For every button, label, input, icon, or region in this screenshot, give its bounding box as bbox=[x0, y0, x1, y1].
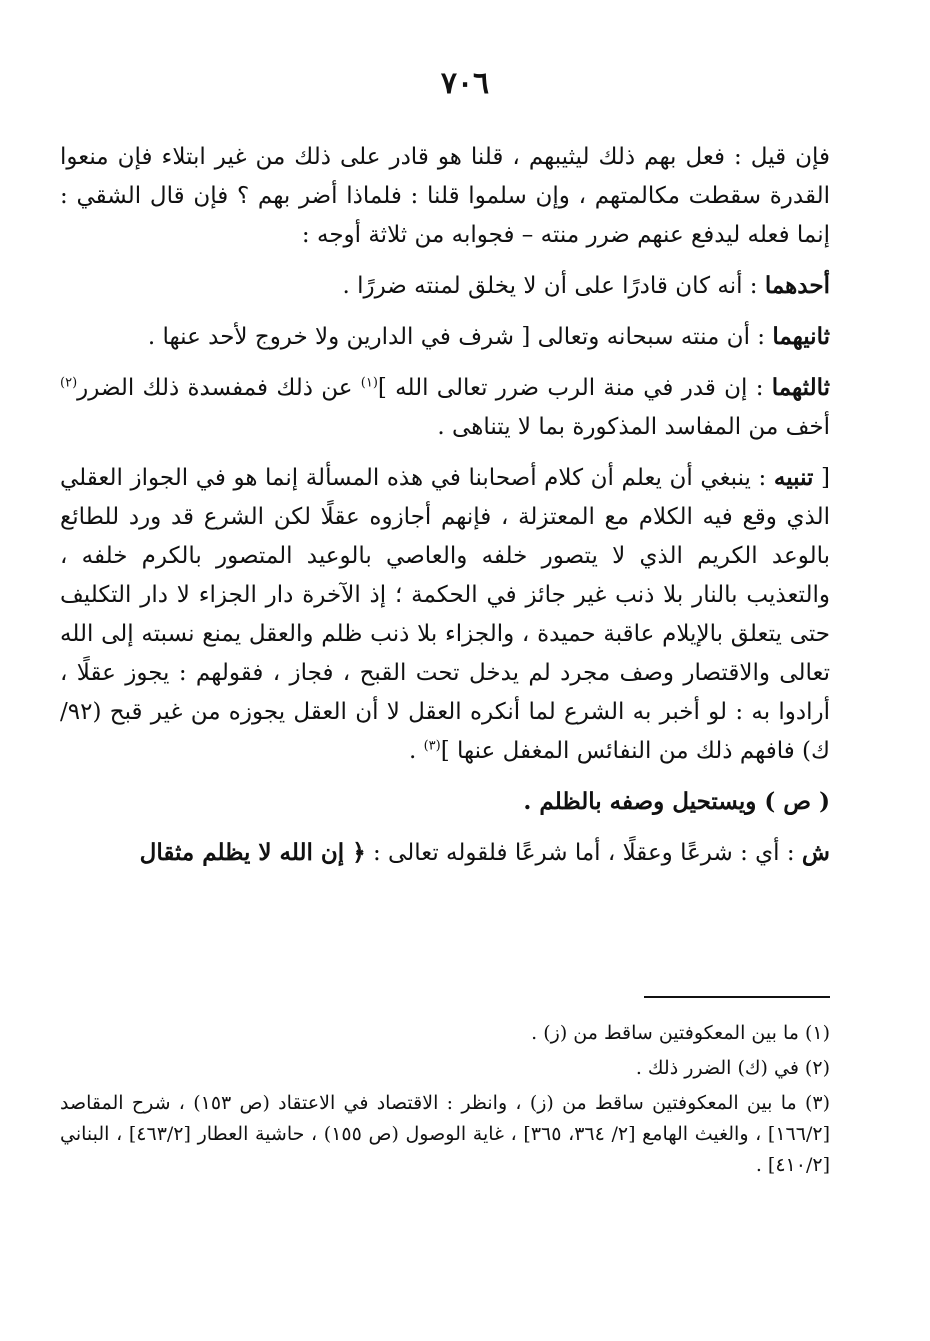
paragraph-text: : أي : شرعًا وعقلًا ، أما شرعًا فلقوله تعالى : bbox=[365, 840, 802, 866]
paragraph-end: . bbox=[408, 738, 424, 764]
bracket-open: [ bbox=[813, 465, 830, 491]
quran-quote: ﴿ إن الله لا يظلم مثقال bbox=[139, 839, 366, 866]
page-number: ٧٠٦ bbox=[440, 66, 490, 101]
footnote-ref-2: (٢) bbox=[60, 375, 78, 391]
footnote-divider bbox=[644, 996, 830, 998]
main-text bbox=[60, 138, 830, 884]
paragraph-objection bbox=[60, 138, 830, 255]
paragraph-text: أخف من المفاسد المذكورة بما لا يتناهى . bbox=[437, 414, 830, 440]
paragraph-label: ثانيهما bbox=[772, 323, 830, 350]
paragraph-label: ش bbox=[801, 839, 830, 866]
footnotes bbox=[60, 1018, 830, 1185]
footnote-3: (٣) ما بين المعكوفتين ساقط من (ز) ، وانظر : الاقتصاد في الاعتقاد (ص ١٥٣) ، شرح المقاصد [١٦٦/٢] ، والغيث الهامع [٢/ ٣٦٤، ٣٦٥] ، غاية الوصول (ص ١٥٥) ، حاشية العطار [٤٦٣/٢] ، البناني [٤١٠/٢] . bbox=[60, 1092, 830, 1176]
paragraph-text: ( ص ) ويستحيل وصفه بالظلم . bbox=[523, 788, 830, 815]
paragraph-note bbox=[60, 458, 830, 771]
paragraph-label: تنبيه bbox=[773, 464, 814, 491]
paragraph-text: : أن منته سبحانه وتعالى [ شرف في الدارين ولا خروج لأحد عنها . bbox=[147, 324, 773, 350]
paragraph-text: : أنه كان قادرًا على أن لا يخلق لمنته ضررًا . bbox=[342, 273, 765, 299]
paragraph-second-answer bbox=[60, 317, 830, 357]
paragraph-label: أحدهما bbox=[764, 272, 830, 299]
footnote-2: (٢) في (ك) الضرر ذلك . bbox=[635, 1057, 830, 1079]
paragraph-label: ثالثهما bbox=[771, 374, 831, 401]
paragraph-text: : إن قدر في منة الرب ضرر تعالى الله ] bbox=[377, 375, 772, 401]
paragraph-text: فإن قيل : فعل بهم ذلك ليثيبهم ، قلنا هو قادر على ذلك من غير ابتلاء فإن منعوا القدرة سقطت مكالمتهم ، وإن سلموا قلنا : فلماذا أضر بهم ؟ فإن قال الشقي : إنما فعله ليدفع عنهم ضرر منته – فجوابه من ثلاثة أوجه : bbox=[60, 144, 830, 248]
paragraph-first-answer bbox=[60, 266, 830, 306]
paragraph-text: عن ذلك فمفسدة ذلك الضرر bbox=[77, 375, 361, 401]
footnote-ref-1: (١) bbox=[360, 375, 378, 391]
paragraph-third-answer bbox=[60, 368, 830, 447]
paragraph-text: : ينبغي أن يعلم أن كلام أصحابنا في هذه المسألة إنما هو في الجواز العقلي الذي وقع فيه الكلام مع المعتزلة ، فإنهم أجازوه عقلًا لكن الشرع قد ورد للطائع بالوعد الكريم الذي لا يتصور خلفه والعاصي بالوعيد المتصور بالكرم خلفه ، والتعذيب بالنار بلا ذنب غير جائز في الحكمة ؛ إذ الآخرة دار الجزاء لا دار التكليف حتى يتعلق بالإيلام عاقبة حميدة ، والجزاء بلا ذنب ظلم والعقل يمنع نسبته إلى الله تعالى والاقتصار وصف مجرد لم يدخل تحت القبح ، فجاز ، فقولهم : يجوز عقلًا ، أرادوا به : لو أخبر به الشرع لما أنكره العقل لا أن العقل يجوزه من غير قبح (٩٢/ك) فافهم ذلك من النفائس المغفل عنها ] bbox=[60, 465, 830, 764]
paragraph-sharh bbox=[60, 833, 830, 873]
footnote-ref-3: (٣) bbox=[423, 738, 441, 754]
paragraph-matn bbox=[60, 782, 830, 822]
footnote-1: (١) ما بين المعكوفتين ساقط من (ز) . bbox=[531, 1022, 830, 1044]
